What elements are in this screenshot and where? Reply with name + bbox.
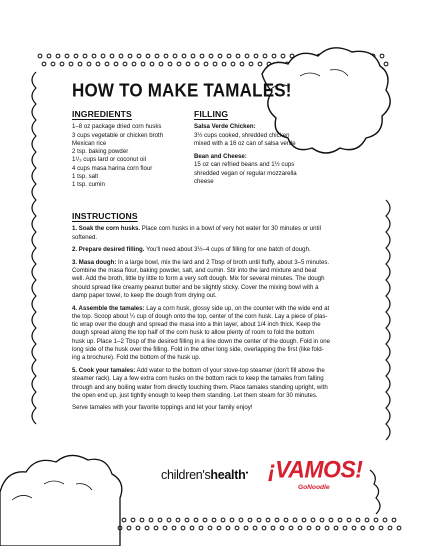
- decorative-dot: [96, 62, 100, 66]
- decorative-dot: [236, 54, 240, 58]
- step-text: You'll need about 3½–4 cups of filling for one batch of dough.: [144, 246, 311, 254]
- filling-section: [194, 110, 334, 186]
- decorative-dot: [173, 54, 177, 58]
- decorative-dot: [65, 54, 69, 58]
- left-scallop-border: [32, 72, 36, 424]
- step-text: tic wrap over the dough and spread the masa into a thin layer, about 1/4 inch thick. Keep the: [72, 321, 321, 329]
- logo-childrens-text: children's: [161, 468, 211, 482]
- decorative-dot: [397, 526, 401, 530]
- decorative-dot: [60, 62, 64, 66]
- decorative-dot: [384, 62, 388, 66]
- decorative-dot: [239, 518, 243, 522]
- decorative-dot: [244, 526, 248, 530]
- step-label: 4. Assemble the tamales:: [72, 304, 145, 312]
- decorative-dot: [218, 54, 222, 58]
- decorative-dot: [83, 54, 87, 58]
- decorative-dot: [361, 526, 365, 530]
- decorative-dot: [380, 54, 384, 58]
- decorative-dot: [56, 54, 60, 58]
- decorative-dot: [388, 526, 392, 530]
- ingredient-line: 1 tsp. salt: [72, 173, 99, 181]
- decorative-dot: [164, 54, 168, 58]
- step-text: dough spread along the top half of the corn husk to allow plenty of room to fold the bottom: [72, 329, 315, 337]
- decorative-dot: [123, 62, 127, 66]
- decorative-dot: [275, 518, 279, 522]
- decorative-dot: [154, 526, 158, 530]
- decorative-dot: [212, 518, 216, 522]
- decorative-dot: [101, 54, 105, 58]
- decorative-dot: [136, 526, 140, 530]
- decorative-dot: [128, 54, 132, 58]
- decorative-dot: [177, 62, 181, 66]
- instruction-step-3: [72, 259, 360, 300]
- ingredient-line: 3 cups vegetable or chicken broth: [72, 131, 164, 139]
- decorative-dot: [150, 62, 154, 66]
- step-text: well. Add the broth, little by little to form a very soft dough. Mix for several minutes. The dough: [72, 275, 325, 283]
- right-scallop-border: [386, 200, 390, 440]
- decorative-dot: [217, 526, 221, 530]
- step-label: 5. Cook your tamales:: [72, 366, 136, 374]
- decorative-dot: [325, 526, 329, 530]
- salsa-verde-title: Salsa Verde Chicken:: [194, 123, 256, 131]
- logo-health-text: health: [210, 468, 246, 482]
- instructions-section: [72, 212, 360, 417]
- ingredient-line: 1–8 oz package dried corn husks: [72, 123, 162, 131]
- decorative-dot: [195, 62, 199, 66]
- decorative-dot: [149, 518, 153, 522]
- ingredient-line: 4 cups masa harina corn flour: [72, 164, 153, 172]
- decorative-dot: [159, 62, 163, 66]
- step-text: Combine the masa flour, baking powder, salt, and cumin. Stir into the lard mixture and beat: [72, 267, 317, 275]
- decorative-dot: [284, 518, 288, 522]
- instructions-heading: INSTRUCTIONS: [72, 211, 138, 221]
- decorative-dot: [105, 62, 109, 66]
- step-text: Lay a corn husk, glossy side up, on the counter with the wide end at: [144, 304, 330, 312]
- instruction-step-5: [72, 367, 360, 400]
- decorative-dot: [281, 54, 285, 58]
- decorative-dot: [74, 54, 78, 58]
- step-label: 1. Soak the corn husks.: [72, 225, 141, 233]
- decorative-dot: [383, 518, 387, 522]
- decorative-dot: [240, 62, 244, 66]
- decorative-dot: [231, 62, 235, 66]
- decorative-dot: [158, 518, 162, 522]
- decorative-dot: [190, 526, 194, 530]
- ingredient-line: 1 tsp. cumin: [72, 181, 105, 189]
- bean-cheese-title: Bean and Cheese:: [194, 153, 247, 161]
- filling-line: cheese: [194, 178, 214, 186]
- decorative-dot: [204, 62, 208, 66]
- decorative-dot: [253, 526, 257, 530]
- decorative-dot: [356, 518, 360, 522]
- step-text: the open end up, just tightly enough to keep them standing. Let them steam for 30 minutes.: [72, 391, 318, 399]
- decorative-dot: [379, 526, 383, 530]
- decorative-dot: [132, 62, 136, 66]
- decorative-dot: [122, 518, 126, 522]
- step-text: long side of the husk over the filling. Fold in the other long side, overlapping the first (like fold-: [72, 346, 324, 354]
- filling-line: mixed with a 16 oz can of salsa verde: [194, 139, 296, 147]
- decorative-dot: [392, 518, 396, 522]
- decorative-dot: [263, 54, 267, 58]
- ingredients-section: [72, 110, 182, 190]
- filling-line: 3½ cups cooked, shredded chicken: [194, 131, 290, 139]
- decorative-dot: [320, 518, 324, 522]
- decorative-dot: [347, 518, 351, 522]
- decorative-dot: [141, 62, 145, 66]
- decorative-dot: [235, 526, 239, 530]
- decorative-dot: [272, 54, 276, 58]
- decorative-dot: [289, 526, 293, 530]
- ingredient-line: Mexican rice: [72, 139, 107, 147]
- closing-line: [72, 404, 360, 412]
- decorative-dot: [127, 526, 131, 530]
- decorative-dot: [87, 62, 91, 66]
- decorative-dot: [226, 526, 230, 530]
- decorative-dot: [245, 54, 249, 58]
- decorative-dot: [146, 54, 150, 58]
- filling-line: 15 oz can refried beans and 1½ cups: [194, 161, 295, 169]
- decorative-dot: [258, 62, 262, 66]
- step-label: 2. Prepare desired filling.: [72, 246, 145, 254]
- decorative-dot: [172, 526, 176, 530]
- ingredient-line: 1¹/₃ cups lard or coconut oil: [72, 156, 146, 164]
- decorative-dot: [222, 62, 226, 66]
- step-text: husk up. Place 1–2 Tbsp of the desired filling in a line down the center of the dough. Fold in one: [72, 337, 331, 345]
- decorative-dot: [208, 526, 212, 530]
- decorative-dot: [176, 518, 180, 522]
- decorative-dot: [329, 518, 333, 522]
- step-text: damp paper towel, to keep the dough from drying out.: [72, 291, 217, 299]
- decorative-dot: [78, 62, 82, 66]
- decorative-dot: [352, 526, 356, 530]
- vamos-logo: ¡VAMOS!: [268, 455, 363, 483]
- decorative-dot: [280, 526, 284, 530]
- decorative-dot: [343, 526, 347, 530]
- decorative-dot: [92, 54, 96, 58]
- decorative-dot: [293, 518, 297, 522]
- instruction-step-1: [72, 225, 360, 242]
- decorative-dot: [194, 518, 198, 522]
- decorative-dot: [114, 62, 118, 66]
- decorative-dot: [137, 54, 141, 58]
- decorative-dot: [186, 62, 190, 66]
- ingredient-line: 2 tsp. baking powder: [72, 148, 129, 156]
- filling-heading: FILLING: [194, 109, 229, 119]
- decorative-dot: [248, 518, 252, 522]
- bottom-left-cloud: [0, 455, 122, 546]
- decorative-dot: [69, 62, 73, 66]
- logo-mark: ●: [245, 469, 249, 476]
- decorative-dot: [181, 526, 185, 530]
- decorative-dot: [145, 526, 149, 530]
- decorative-dot: [365, 518, 369, 522]
- step-text: steamer rack). Lay a few extra corn husks on the bottom rack to keep the tamales from falling: [72, 375, 324, 383]
- decorative-dot: [307, 526, 311, 530]
- decorative-dot: [155, 54, 159, 58]
- decorative-dot: [191, 54, 195, 58]
- decorative-dot: [311, 518, 315, 522]
- ingredients-heading: INGREDIENTS: [72, 109, 132, 119]
- decorative-dot: [230, 518, 234, 522]
- decorative-dot: [182, 54, 186, 58]
- step-text: the top. Scoop about ¼ cup of dough onto the top, center of the corn husk. Lay a piece of plas-: [72, 312, 328, 320]
- decorative-dot: [266, 518, 270, 522]
- decorative-dot: [316, 526, 320, 530]
- decorative-dot: [227, 54, 231, 58]
- page-title: HOW TO MAKE TAMALES!: [72, 80, 292, 101]
- decorative-dot: [271, 526, 275, 530]
- decorative-dot: [257, 518, 261, 522]
- step-text: should spread like creamy peanut butter and be slightly sticky. Cover the mixing bowl with a: [72, 283, 319, 291]
- filling-line: shredded vegan or regular mozzarella: [194, 169, 297, 177]
- childrens-health-logo: [161, 468, 248, 482]
- step-text: Add water to the bottom of your stove-top steamer (don't fill above the: [135, 366, 325, 374]
- step-text: Place corn husks in a bowl of very hot water for 30 minutes or until: [140, 225, 321, 233]
- decorative-dot: [334, 526, 338, 530]
- decorative-dot: [119, 54, 123, 58]
- instruction-step-4: [72, 305, 360, 363]
- decorative-dot: [47, 54, 51, 58]
- step-text: through and any boiling water from directly touching them. Place tamales standing upright, with: [72, 383, 328, 391]
- decorative-dot: [51, 62, 55, 66]
- decorative-dot: [298, 526, 302, 530]
- decorative-dot: [338, 518, 342, 522]
- decorative-dot: [262, 526, 266, 530]
- step-label: 3. Masa dough:: [72, 258, 117, 266]
- decorative-dot: [254, 54, 258, 58]
- instruction-step-2: [72, 246, 360, 254]
- step-text: softened.: [72, 233, 98, 241]
- decorative-dot: [209, 54, 213, 58]
- decorative-dot: [38, 54, 42, 58]
- decorative-dot: [249, 62, 253, 66]
- bottom-right-scallop: [370, 470, 380, 514]
- decorative-dot: [167, 518, 171, 522]
- decorative-dot: [221, 518, 225, 522]
- decorative-dot: [131, 518, 135, 522]
- bottom-dot-rows: [118, 518, 401, 530]
- decorative-dot: [370, 526, 374, 530]
- step-text: ing a brochure). Fold the bottom of the husk up.: [72, 354, 201, 362]
- decorative-dot: [302, 518, 306, 522]
- decorative-dot: [163, 526, 167, 530]
- gonoodle-logo: GoNoodle: [298, 484, 330, 491]
- decorative-dot: [200, 54, 204, 58]
- decorative-dot: [213, 62, 217, 66]
- step-text: Serve tamales with your favorite toppings and let your family enjoy!: [72, 404, 253, 412]
- decorative-dot: [140, 518, 144, 522]
- decorative-dot: [203, 518, 207, 522]
- decorative-dot: [110, 54, 114, 58]
- decorative-dot: [185, 518, 189, 522]
- decorative-dot: [42, 62, 46, 66]
- decorative-dot: [168, 62, 172, 66]
- step-text: In a large bowl, mix the lard and 2 Tbsp of broth until fluffy, about 3–5 minutes.: [116, 258, 330, 266]
- decorative-dot: [374, 518, 378, 522]
- decorative-dot: [199, 526, 203, 530]
